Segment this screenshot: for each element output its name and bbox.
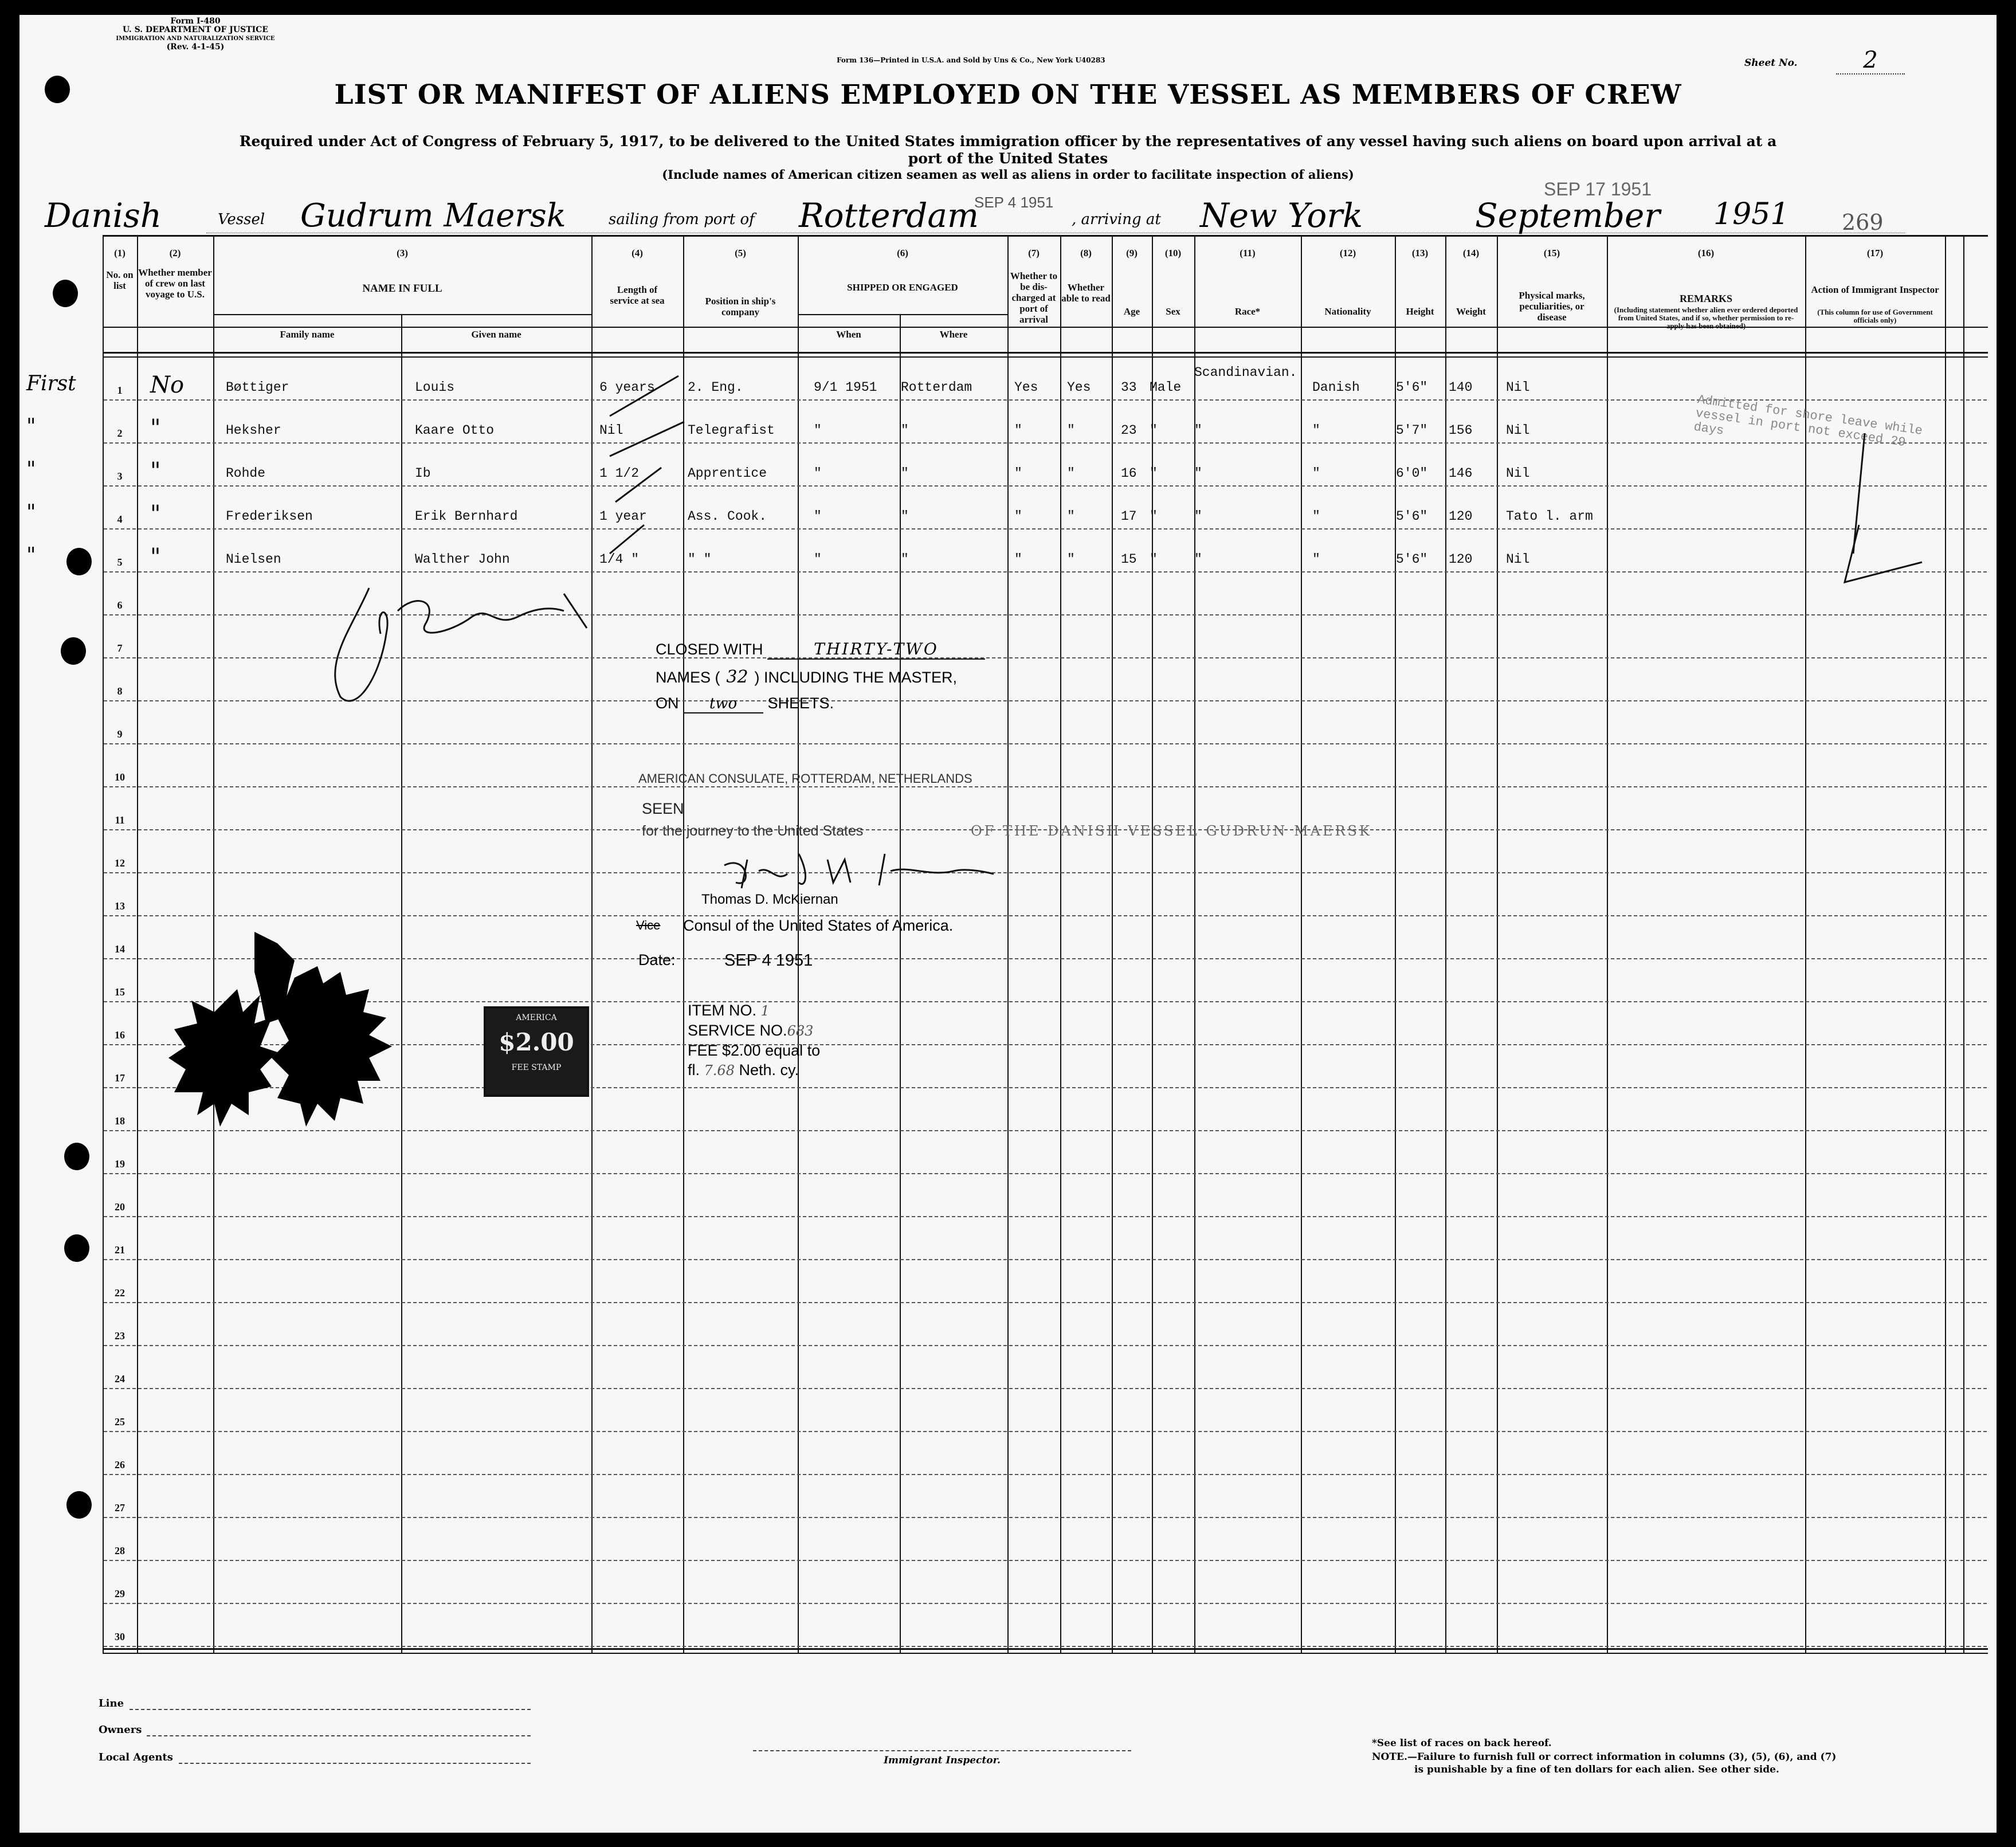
col-num-1: (1) xyxy=(114,248,125,258)
revenue-stamp-bottom: FEE STAMP xyxy=(511,1063,562,1072)
revision: (Rev. 4-1-45) xyxy=(166,42,225,52)
position: Telegrafist xyxy=(688,423,775,438)
sailing-label: sailing from port of xyxy=(609,211,755,228)
closing-block xyxy=(656,640,985,722)
row-number: 25 xyxy=(115,1416,125,1428)
closed-with-label: CLOSED WITH xyxy=(656,641,763,658)
fee-label: FEE $2.00 equal to xyxy=(688,1042,821,1059)
shipped-when: " xyxy=(814,466,822,481)
footer-races-note: *See list of races on back hereof. xyxy=(1372,1738,1552,1749)
shipped-where: Rotterdam xyxy=(901,380,972,395)
vessel-nationality: Danish xyxy=(45,196,162,235)
row-divider xyxy=(104,786,1987,787)
sheets-label: SHEETS. xyxy=(767,695,834,712)
position: 2. Eng. xyxy=(688,380,743,395)
sheets-count: two xyxy=(683,695,763,713)
manifest-sheet xyxy=(19,15,1997,1833)
col-num-13: (13) xyxy=(1411,248,1429,258)
header-shipped-engaged: SHIPPED OR ENGAGED xyxy=(847,282,958,293)
height: 5'6" xyxy=(1396,509,1428,524)
col-num-10: (10) xyxy=(1164,248,1182,258)
row-number: 23 xyxy=(115,1330,125,1342)
col-num-3: (3) xyxy=(397,248,408,258)
arrival-year: 1951 xyxy=(1713,197,1790,232)
item-no-value: 1 xyxy=(760,1003,770,1019)
height: 5'6" xyxy=(1396,552,1428,567)
row-divider xyxy=(104,1302,1987,1303)
form-id: Form I-480 xyxy=(170,17,221,26)
punch-hole xyxy=(53,280,78,307)
physical-marks: Nil xyxy=(1506,423,1530,438)
row-number: 30 xyxy=(115,1631,125,1642)
able-to-read: " xyxy=(1067,466,1075,481)
sex: " xyxy=(1150,466,1158,481)
row-margin-note: First xyxy=(26,372,76,395)
footer-note-2: is punishable by a fine of ten dollars for each alien. See other side. xyxy=(1414,1764,1779,1775)
col-num-8: (8) xyxy=(1080,248,1092,258)
length-of-service: 6 years xyxy=(599,380,655,395)
arrival-port: New York xyxy=(1200,196,1363,235)
given-name: Erik Bernhard xyxy=(415,509,518,524)
nationality: " xyxy=(1312,509,1320,524)
seal-wax-blobs xyxy=(151,909,426,1150)
col-num-7: (7) xyxy=(1028,248,1040,258)
given-name: Ib xyxy=(415,466,431,481)
row-divider xyxy=(104,442,1987,444)
able-to-read: " xyxy=(1067,552,1075,567)
header-physical-marks: Physical marks, peculiarities, or disease xyxy=(1519,290,1585,323)
date-label: Date: xyxy=(638,951,676,968)
header-nationality: Nationality xyxy=(1324,306,1371,317)
header-race: Race* xyxy=(1234,306,1261,317)
nationality: Danish xyxy=(1312,380,1360,395)
row-number: 19 xyxy=(115,1158,125,1170)
col-num-9: (9) xyxy=(1126,248,1138,258)
col-num-12: (12) xyxy=(1339,248,1356,258)
names-tail: ) INCLUDING THE MASTER, xyxy=(754,669,958,686)
subtitle-line-2: port of the United States xyxy=(908,150,1108,167)
revenue-stamp-top: AMERICA xyxy=(516,1013,557,1022)
physical-marks: Nil xyxy=(1506,380,1530,395)
item-no-label: ITEM NO. xyxy=(688,1002,756,1019)
header-position: Position in ship's company xyxy=(705,296,776,317)
nationality: " xyxy=(1312,423,1320,438)
admission-remarks-stamp: Admitted for shore leave while vessel in port not exceed 29 days xyxy=(1692,393,1924,450)
age: 33 xyxy=(1121,380,1137,395)
row-divider xyxy=(104,485,1987,487)
sheet-number: 2 xyxy=(1836,47,1905,74)
row-number: 21 xyxy=(115,1244,125,1256)
race: " xyxy=(1194,423,1202,438)
departure-port: Rotterdam xyxy=(799,196,979,235)
form-department-block xyxy=(101,17,290,52)
row-number: 22 xyxy=(115,1287,125,1299)
page-number: 269 xyxy=(1842,210,1884,235)
position: Apprentice xyxy=(688,466,767,481)
shipped-where: " xyxy=(901,509,909,524)
height: 6'0" xyxy=(1396,466,1428,481)
sex: " xyxy=(1150,423,1158,438)
fl-value: 7.68 xyxy=(704,1062,735,1079)
row-divider xyxy=(104,1388,1987,1389)
footer-inspector-label: Immigrant Inspector. xyxy=(884,1755,1001,1766)
col-num-5: (5) xyxy=(735,248,746,258)
row-number: 26 xyxy=(115,1459,125,1470)
age: 23 xyxy=(1121,423,1137,438)
names-label: NAMES ( xyxy=(656,669,720,686)
row-divider xyxy=(104,1216,1987,1217)
row-number: 15 xyxy=(115,986,125,998)
closed-with-count: THIRTY-TWO xyxy=(767,640,985,660)
age: 17 xyxy=(1121,509,1137,524)
row-number: 2 xyxy=(117,428,123,439)
row-number: 17 xyxy=(115,1072,125,1084)
vice-struck: Vice xyxy=(636,918,661,932)
row-divider xyxy=(104,1431,1987,1432)
able-to-read: " xyxy=(1067,509,1075,524)
able-to-read: Yes xyxy=(1067,380,1091,395)
arriving-label: , arriving at xyxy=(1072,211,1161,228)
member-last-voyage: " xyxy=(150,544,161,570)
col-num-17: (17) xyxy=(1866,248,1884,258)
row-divider xyxy=(104,571,1987,572)
discharged: " xyxy=(1014,509,1022,524)
row-number: 11 xyxy=(115,814,125,826)
footer-line-label: Line xyxy=(99,1697,124,1709)
punch-hole xyxy=(66,1491,92,1519)
row-number: 7 xyxy=(117,642,123,654)
shipped-where: " xyxy=(901,423,909,438)
consulate-date: SEP 4 1951 xyxy=(724,951,813,970)
row-divider xyxy=(104,1646,1987,1647)
form-title: LIST OR MANIFEST OF ALIENS EMPLOYED ON THE VESSEL AS MEMBERS OF CREW xyxy=(334,79,1682,111)
header-height: Height xyxy=(1406,306,1434,317)
inspector-check-mark xyxy=(1842,416,1928,588)
punch-hole xyxy=(61,637,86,665)
discharged: " xyxy=(1014,466,1022,481)
row-divider xyxy=(104,1603,1987,1604)
length-of-service: Nil xyxy=(599,423,623,438)
able-to-read: " xyxy=(1067,423,1075,438)
row-divider xyxy=(104,1259,1987,1260)
header-age: Age xyxy=(1123,306,1140,317)
row-divider xyxy=(104,528,1987,530)
consulate-line: AMERICAN CONSULATE, ROTTERDAM, NETHERLANDS xyxy=(638,771,972,786)
row-number: 28 xyxy=(115,1545,125,1556)
row-number: 27 xyxy=(115,1502,125,1513)
age: 16 xyxy=(1121,466,1137,481)
row-margin-note: " xyxy=(26,501,36,524)
length-of-service: 1/4 " xyxy=(599,552,640,567)
shipped-when: " xyxy=(814,552,822,567)
header-remarks-note: (Including statement whether alien ever ordered deported from United States, and if so, whether permission to re-apply has been obtained) xyxy=(1614,305,1798,330)
header-family-name: Family name xyxy=(280,329,335,340)
physical-marks: Tato l. arm xyxy=(1506,509,1593,524)
row-divider xyxy=(104,1560,1987,1561)
weight: 156 xyxy=(1449,423,1473,438)
given-name: Walther John xyxy=(415,552,510,567)
col-num-14: (14) xyxy=(1462,248,1480,258)
arrival-month: September xyxy=(1475,196,1660,235)
header-given-name: Given name xyxy=(471,329,521,340)
row-number: 4 xyxy=(117,513,123,525)
header-length-service: Length of service at sea xyxy=(610,284,665,306)
row-number: 9 xyxy=(117,728,123,740)
header-weight: Weight xyxy=(1456,306,1486,317)
length-of-service: 1 1/2 xyxy=(599,466,640,481)
discharged: Yes xyxy=(1014,380,1038,395)
row-number: 10 xyxy=(115,771,125,783)
physical-marks: Nil xyxy=(1506,466,1530,481)
row-margin-note: " xyxy=(26,458,36,481)
department: U. S. DEPARTMENT OF JUSTICE xyxy=(122,25,268,34)
family-name: Frederiksen xyxy=(226,509,313,524)
given-name: Kaare Otto xyxy=(415,423,495,438)
header-member-last-voyage: Whether member of crew on last voyage to U.S. xyxy=(138,267,212,300)
footer-note-1: NOTE.—Failure to furnish full or correct information in columns (3), (5), (6), and (7) xyxy=(1372,1751,1837,1763)
physical-marks: Nil xyxy=(1506,552,1530,567)
sex: " xyxy=(1150,552,1158,567)
names-count: 32 xyxy=(726,667,748,687)
header-no-on-list: No. on list xyxy=(106,269,134,291)
printer-line: Form 136—Printed in U.S.A. and Sold by Uns & Co., New York U40283 xyxy=(837,56,1105,64)
header-when: When xyxy=(836,329,861,340)
nationality: " xyxy=(1312,466,1320,481)
header-discharged: Whether to be dis-charged at port of arrival xyxy=(1010,270,1058,325)
col-num-2: (2) xyxy=(169,248,181,258)
race: Scandinavian. xyxy=(1194,365,1297,380)
height: 5'6" xyxy=(1396,380,1428,395)
service: IMMIGRATION AND NATURALIZATION SERVICE xyxy=(116,36,275,42)
shipped-when: " xyxy=(814,509,822,524)
footer-owners-label: Owners xyxy=(99,1724,142,1736)
row-number: 12 xyxy=(115,857,125,869)
revenue-stamp xyxy=(484,1006,589,1097)
consul-title: Consul of the United States of America. xyxy=(683,917,954,934)
header-action: Action of Immigrant Inspector xyxy=(1811,284,1939,295)
col-num-16: (16) xyxy=(1697,248,1715,258)
subtitle-line-3: (Include names of American citizen seamen as well as aliens in order to facilitate inspection of aliens) xyxy=(662,167,1354,182)
given-name: Louis xyxy=(415,380,455,395)
row-number: 16 xyxy=(115,1029,125,1041)
header-able-to-read: Whether able to read xyxy=(1061,282,1111,304)
row-number: 18 xyxy=(115,1115,125,1127)
revenue-stamp-value: $2.00 xyxy=(499,1028,574,1056)
sex: " xyxy=(1150,509,1158,524)
member-last-voyage: " xyxy=(150,415,161,441)
header-sex: Sex xyxy=(1166,306,1180,317)
date-stamp-sep17: SEP 17 1951 xyxy=(1544,179,1652,199)
header-name-in-full: NAME IN FULL xyxy=(362,283,442,295)
row-number: 20 xyxy=(115,1201,125,1213)
header-remarks: REMARKS xyxy=(1679,293,1732,304)
punch-hole xyxy=(64,1143,89,1170)
member-last-voyage: " xyxy=(150,501,161,527)
col-num-4: (4) xyxy=(632,248,643,258)
punch-hole xyxy=(66,548,92,575)
col-num-11: (11) xyxy=(1240,248,1256,258)
row-number: 3 xyxy=(117,470,123,482)
row-margin-note: " xyxy=(26,544,36,567)
weight: 146 xyxy=(1449,466,1473,481)
length-of-service: 1 year xyxy=(599,509,647,524)
subtitle-line-1: Required under Act of Congress of February 5, 1917, to be delivered to the United States immigration officer by the representatives of any vessel having such aliens on board upon arrival at a xyxy=(239,133,1777,150)
consulate-seen: SEEN xyxy=(642,800,684,817)
footer-local-agents-label: Local Agents xyxy=(99,1751,173,1763)
neth-label: Neth. cy. xyxy=(739,1061,799,1079)
height: 5'7" xyxy=(1396,423,1428,438)
vessel-name: Gudrum Maersk xyxy=(300,197,566,234)
date-stamp-sep4: SEP 4 1951 xyxy=(974,194,1054,211)
service-no-label: SERVICE NO. xyxy=(688,1022,787,1039)
row-margin-note: " xyxy=(26,415,36,438)
col-num-15: (15) xyxy=(1543,248,1560,258)
family-name: Rohde xyxy=(226,466,266,481)
punch-hole xyxy=(64,1234,89,1262)
position: Ass. Cook. xyxy=(688,509,767,524)
family-name: Nielsen xyxy=(226,552,281,567)
position: " " xyxy=(688,552,712,567)
row-divider xyxy=(104,743,1987,744)
header-action-note: (This column for use of Government officials only) xyxy=(1817,308,1933,324)
row-number: 24 xyxy=(115,1373,125,1385)
vessel-label: Vessel xyxy=(218,211,265,228)
family-name: Heksher xyxy=(226,423,281,438)
discharged: " xyxy=(1014,552,1022,567)
row-divider xyxy=(104,1474,1987,1475)
sheet-label: Sheet No. xyxy=(1744,57,1798,69)
header-where: Where xyxy=(939,329,968,340)
shipped-where: " xyxy=(901,552,909,567)
family-name: Bøttiger xyxy=(226,380,289,395)
row-divider xyxy=(104,872,1987,873)
consulate-journey: for the journey to the United States xyxy=(642,823,864,839)
consul-signature xyxy=(713,842,999,894)
weight: 120 xyxy=(1449,552,1473,567)
member-last-voyage: No xyxy=(150,372,185,398)
row-divider xyxy=(104,1517,1987,1518)
row-number: 5 xyxy=(117,556,123,568)
row-number: 8 xyxy=(117,685,123,697)
on-label: ON xyxy=(656,695,679,712)
race: " xyxy=(1194,509,1202,524)
age: 15 xyxy=(1121,552,1137,567)
shipped-where: " xyxy=(901,466,909,481)
sex: Male xyxy=(1150,380,1182,395)
shipped-when: " xyxy=(814,423,822,438)
race: " xyxy=(1194,552,1202,567)
weight: 140 xyxy=(1449,380,1473,395)
service-no-value: 683 xyxy=(787,1023,814,1039)
row-number: 13 xyxy=(115,900,125,912)
fl-label: fl. xyxy=(688,1061,700,1079)
row-number: 6 xyxy=(117,599,123,611)
row-number: 14 xyxy=(115,943,125,955)
discharged: " xyxy=(1014,423,1022,438)
nationality: " xyxy=(1312,552,1320,567)
weight: 120 xyxy=(1449,509,1473,524)
row-number: 29 xyxy=(115,1588,125,1599)
row-number: 1 xyxy=(117,385,123,396)
fee-block xyxy=(688,1001,820,1080)
length-strike-marks xyxy=(598,370,690,611)
row-divider xyxy=(104,1173,1987,1174)
member-last-voyage: " xyxy=(150,458,161,484)
row-divider xyxy=(104,1345,1987,1346)
race: " xyxy=(1194,466,1202,481)
master-signature xyxy=(300,582,621,714)
consul-name: Thomas D. McKiernan xyxy=(701,892,838,907)
consulate-vessel-note: OF THE DANISH VESSEL GUDRUN MAERSK xyxy=(971,823,1372,839)
col-num-6: (6) xyxy=(897,248,908,258)
shipped-when: 9/1 1951 xyxy=(814,380,877,395)
